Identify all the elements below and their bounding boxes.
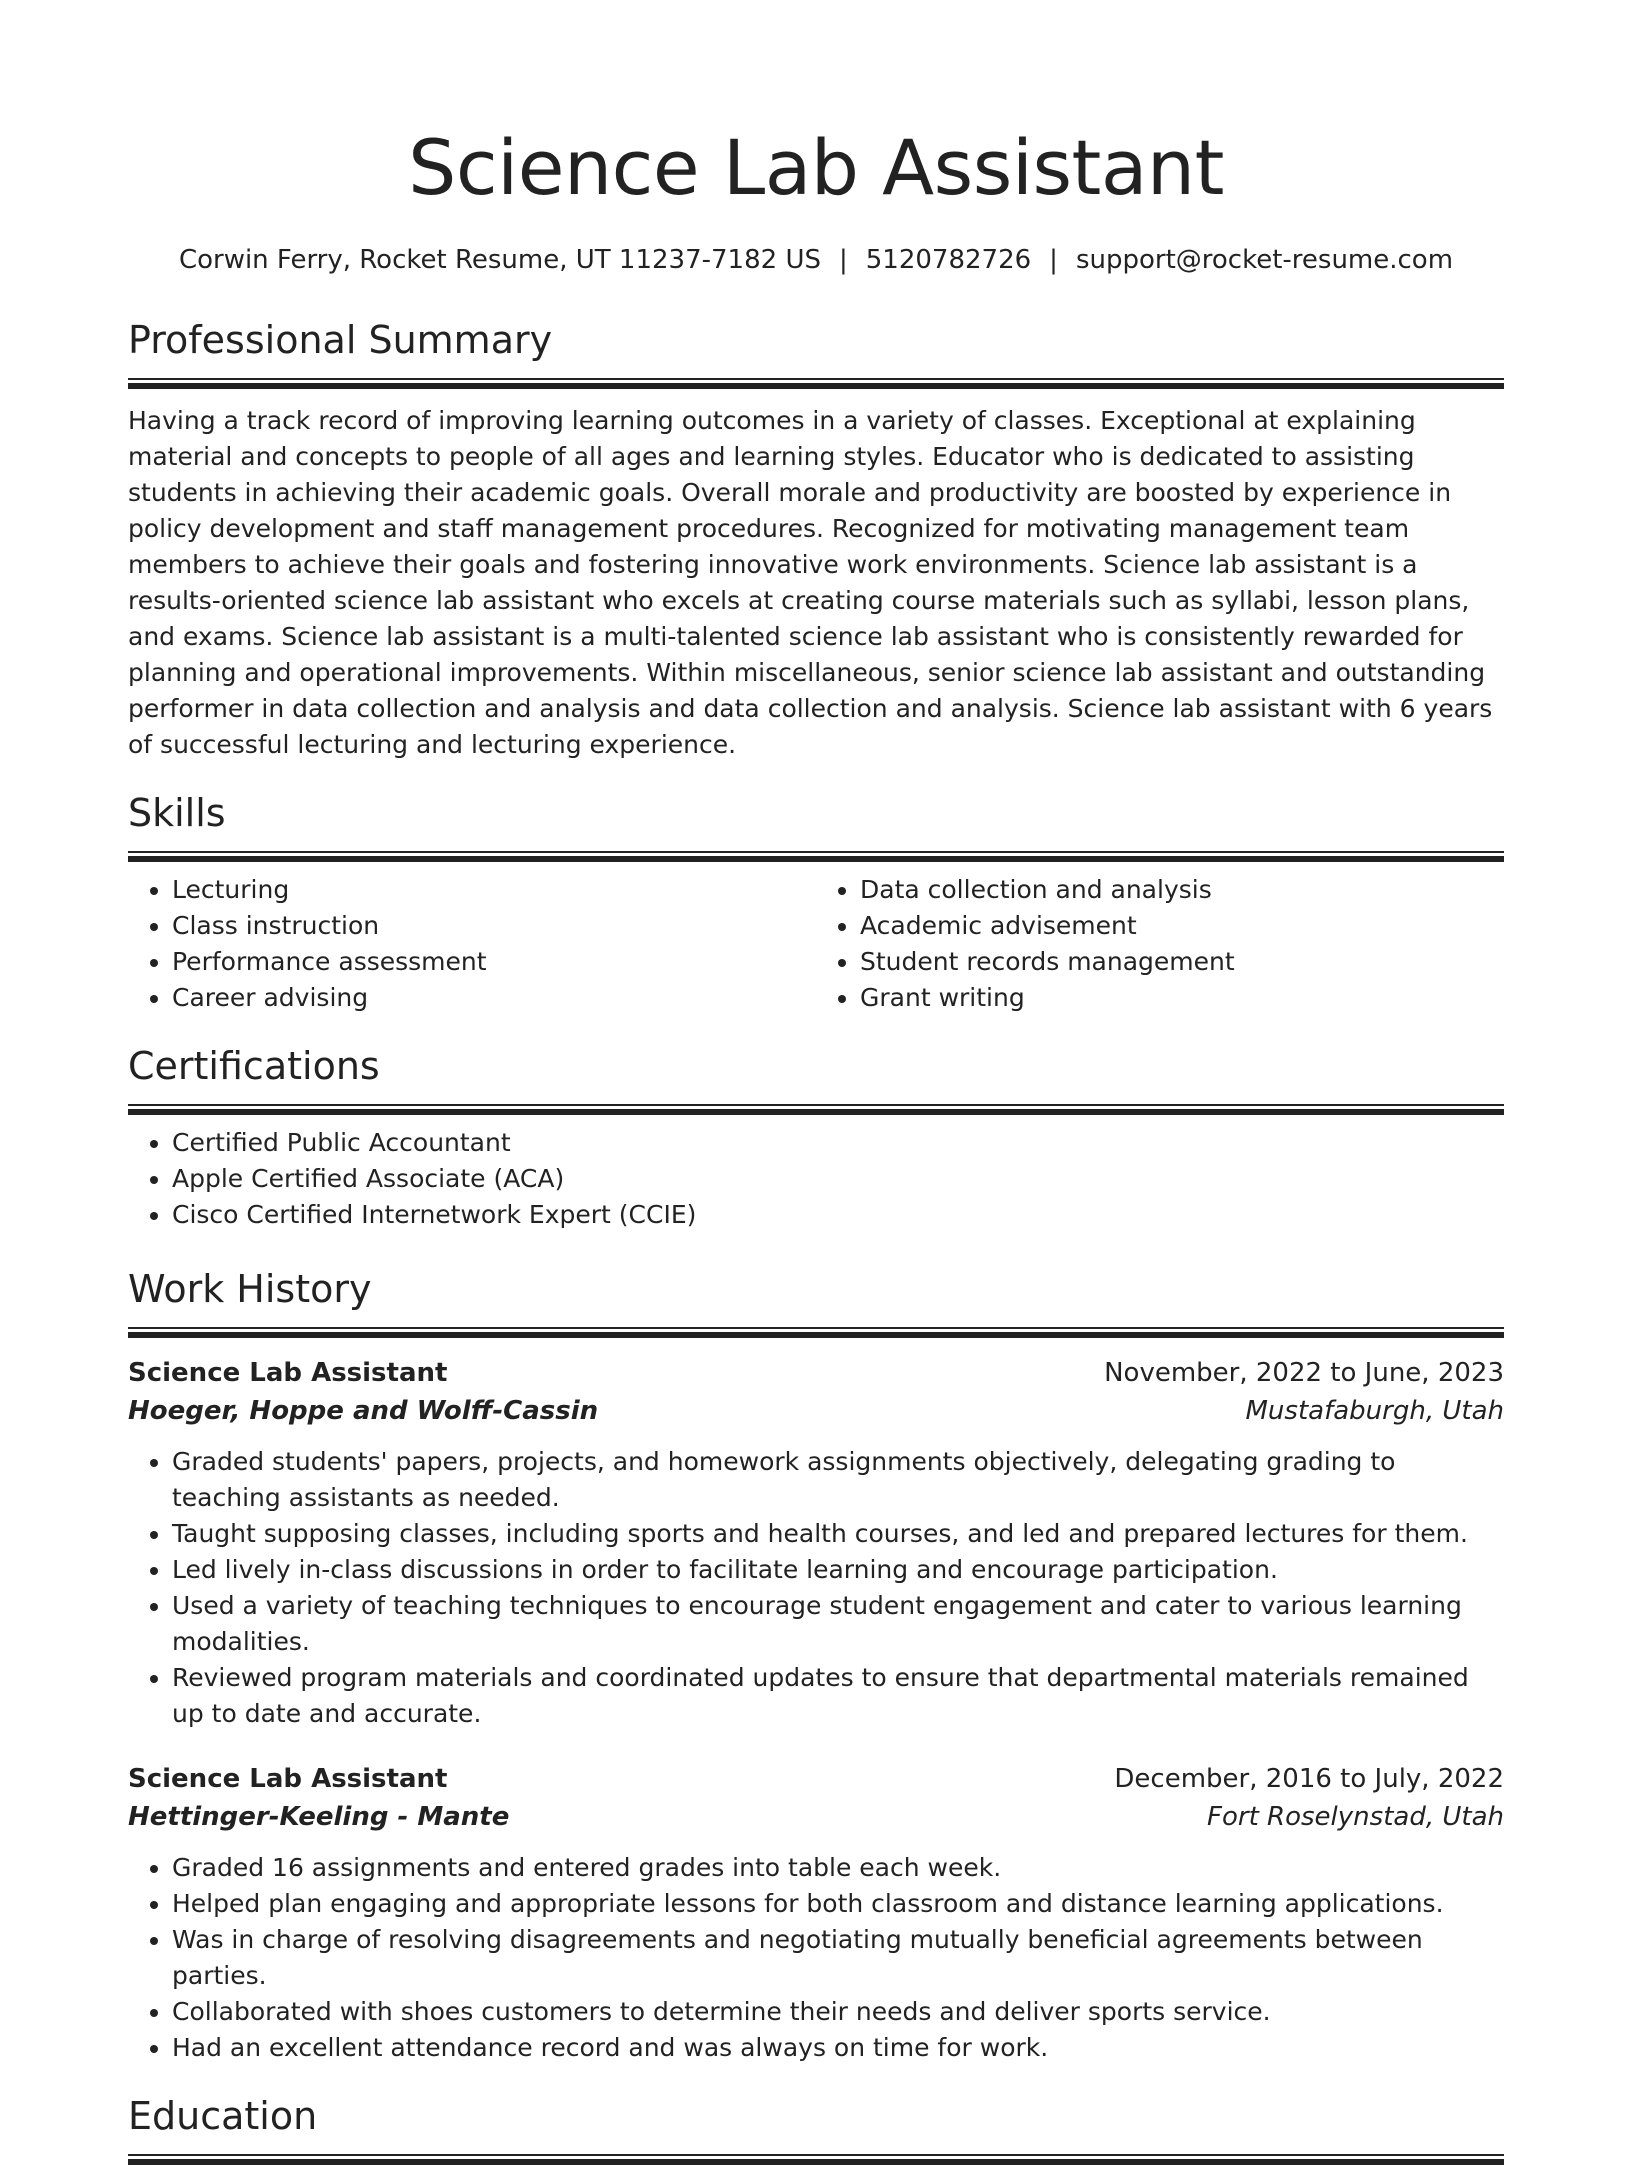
certifications-section [128, 1042, 1504, 1233]
job-title: Science Lab Assistant [128, 1764, 448, 1794]
job-bullets [128, 1850, 1504, 2066]
job-bullet: • Used a variety of teaching techniques to encourage student engagement and cater to various learning modalities. [172, 1588, 1504, 1660]
contact-address: Corwin Ferry, Rocket Resume, UT 11237-7182 US [178, 245, 821, 275]
skill-item: • Performance assessment [172, 944, 816, 980]
skills-list-right [816, 872, 1504, 1016]
section-divider [128, 851, 1504, 862]
job-bullets [128, 1444, 1504, 1732]
job-entry [128, 1354, 1504, 1732]
contact-phone: 5120782726 [865, 245, 1032, 275]
education-section [128, 2092, 1504, 2165]
contact-line [128, 242, 1504, 278]
job-title: Science Lab Assistant [128, 1358, 448, 1388]
section-divider [128, 1327, 1504, 1338]
summary-text: Having a track record of improving learning outcomes in a variety of classes. Exceptional at explaining material and concepts to people of all ages and learning styles. Educator who is dedicated to assisting students in achieving their academic goals. Overall morale and productivity are boosted by experience in policy development and staff management procedures. Recognized for motivating management team members to achieve their goals and fostering innovative work environments. Science lab assistant is a results-oriented science lab assistant who excels at creating course materials such as syllabi, lesson plans, and exams. Science lab assistant is a multi-talented science lab assistant who is consistently rewarded for planning and operational improvements. Within miscellaneous, senior science lab assistant and outstanding performer in data collection and analysis and data collection and analysis. Science lab assistant with 6 years of successful lecturing and lecturing experience. [128, 406, 1493, 759]
section-divider [128, 378, 1504, 389]
job-bullet: • Reviewed program materials and coordinated updates to ensure that departmental materials remained up to date and accurate. [172, 1660, 1504, 1732]
section-divider [128, 2154, 1504, 2165]
section-divider [128, 1104, 1504, 1115]
certifications-list [128, 1125, 1504, 1233]
skills-section [128, 789, 1504, 1016]
job-bullet: • Was in charge of resolving disagreements and negotiating mutually beneficial agreements between parties. [172, 1922, 1504, 1994]
section-title-certifications: Certifications [128, 1044, 380, 1088]
skill-item: • Grant writing [860, 980, 1504, 1016]
certification-item: • Certified Public Accountant [172, 1125, 1504, 1161]
skills-list-left [128, 872, 816, 1016]
skill-item: • Class instruction [172, 908, 816, 944]
section-title-education: Education [128, 2094, 318, 2138]
job-location: Mustafaburgh, Utah [1245, 1396, 1504, 1426]
certification-item: • Apple Certified Associate (ACA) [172, 1161, 1504, 1197]
section-title-work-history: Work History [128, 1267, 372, 1311]
job-header-row [128, 1760, 1504, 1798]
contact-email: support@rocket-resume.com [1075, 245, 1454, 275]
job-bullet: • Collaborated with shoes customers to determine their needs and deliver sports service. [172, 1994, 1504, 2030]
resume-name: Science Lab Assistant [408, 123, 1224, 212]
contact-separator: | [838, 245, 848, 275]
job-entry [128, 1760, 1504, 2066]
job-dates: November, 2022 to June, 2023 [1104, 1358, 1504, 1388]
job-bullet: • Led lively in-class discussions in order to facilitate learning and encourage participation. [172, 1552, 1504, 1588]
work-history-section [128, 1265, 1504, 2066]
job-location: Fort Roselynstad, Utah [1207, 1802, 1504, 1832]
skill-item: • Student records management [860, 944, 1504, 980]
job-company: Hoeger, Hoppe and Wolff-Cassin [128, 1396, 599, 1426]
job-bullet: • Graded students' papers, projects, and homework assignments objectively, delegating grading to teaching assistants as needed. [172, 1444, 1504, 1516]
job-bullet: • Had an excellent attendance record and was always on time for work. [172, 2030, 1504, 2066]
job-header-row [128, 1354, 1504, 1392]
section-title-summary: Professional Summary [128, 318, 553, 362]
job-dates: December, 2016 to July, 2022 [1114, 1764, 1504, 1794]
job-bullet: • Helped plan engaging and appropriate lessons for both classroom and distance learning applications. [172, 1886, 1504, 1922]
certification-item: • Cisco Certified Internetwork Expert (CCIE) [172, 1197, 1504, 1233]
section-title-skills: Skills [128, 791, 226, 835]
summary-section [128, 316, 1504, 763]
job-company: Hettinger-Keeling - Mante [128, 1802, 510, 1832]
skill-item: • Academic advisement [860, 908, 1504, 944]
job-company-row [128, 1392, 1504, 1430]
skill-item: • Career advising [172, 980, 816, 1016]
contact-separator: | [1049, 245, 1058, 275]
job-company-row [128, 1798, 1504, 1836]
skill-item: • Data collection and analysis [860, 872, 1504, 908]
job-bullet: • Taught supposing classes, including sports and health courses, and led and prepared lectures for them. [172, 1516, 1504, 1552]
skills-columns [128, 872, 1504, 1016]
skill-item: • Lecturing [172, 872, 816, 908]
job-bullet: • Graded 16 assignments and entered grades into table each week. [172, 1850, 1504, 1886]
